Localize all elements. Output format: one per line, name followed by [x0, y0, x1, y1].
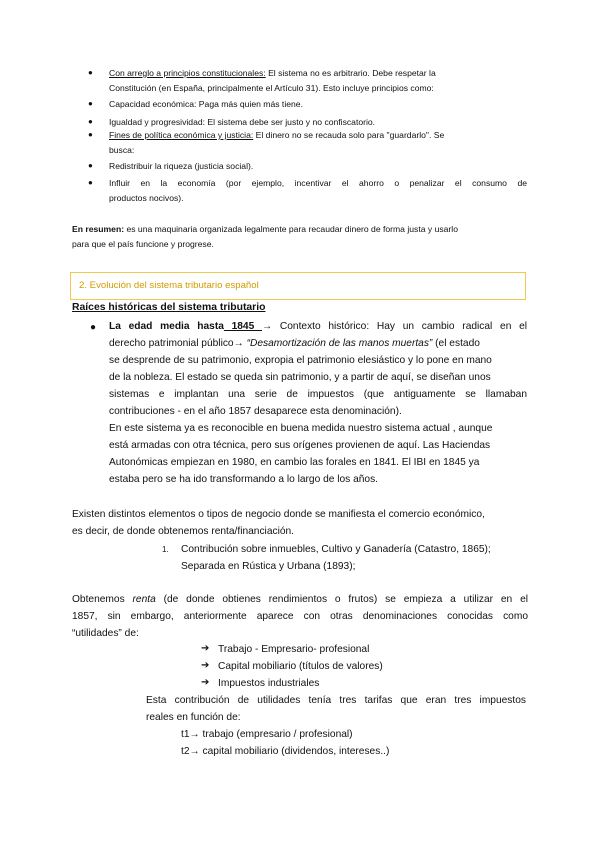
- renta-line-3: “utilidades” de:: [72, 628, 139, 639]
- elements-line-2: es decir, de donde obtenemos renta/financiación.: [72, 526, 295, 537]
- list-item-capacidad: Capacidad económica: Paga más quien más tiene.: [109, 99, 303, 109]
- bullet-dot: ●: [88, 130, 93, 139]
- summary-paragraph: [72, 222, 528, 237]
- numbered-item-line-2: Separada en Rústica y Urbana (1893);: [181, 561, 356, 572]
- renta-text: (de donde obtienes rendimientos o frutos) se empieza a utilizar en el: [155, 594, 528, 605]
- historic-text: Contexto histórico: Hay un cambio radical en el: [272, 321, 528, 332]
- italic-term: renta: [132, 594, 156, 605]
- list-item-line: Constitución (en España, principalmente el Artículo 31). Esto incluye principios como:: [109, 83, 434, 93]
- tarifas-line-1: Esta contribución de utilidades tenía tres tarifas que eran tres impuestos: [146, 695, 526, 706]
- list-item-fines: [109, 128, 527, 143]
- summary-label: En resumen:: [72, 224, 125, 234]
- item-text: El sistema no es arbitrario. Debe respetar la: [265, 68, 436, 78]
- arrow-bullet-icon: ➔: [201, 643, 210, 654]
- historic-line-2: [109, 335, 527, 352]
- bullet-dot: ●: [88, 117, 93, 126]
- utilidad-item: Trabajo - Empresario- profesional: [218, 644, 370, 655]
- historic-line-10: estaba pero se ha ido transformando a lo largo de los años.: [109, 474, 379, 485]
- historic-line-4: de la nobleza. El estado se queda sin patrimonio, y a partir de aquí, se diseñan unos: [109, 372, 491, 383]
- list-item-influir: Influir en la economía (por ejemplo, incentivar el ahorro o penalizar el consumo de: [109, 178, 527, 188]
- bold-label: La edad media hasta: [109, 321, 224, 332]
- historic-line-6: contribuciones - en el año 1857 desaparece esta denominación).: [109, 406, 402, 417]
- historic-line-1: [109, 318, 527, 335]
- summary-text: es una maquinaria organizada legalmente para recaudar dinero de forma justa y usarlo: [124, 224, 458, 234]
- list-item-constitucionales: [109, 66, 527, 81]
- renta-text: Obtenemos: [72, 594, 133, 605]
- underlined-term: Fines de política económica y justicia:: [109, 130, 254, 140]
- tarifas-line-2: reales en función de:: [146, 712, 241, 723]
- bullet-dot: ●: [88, 68, 93, 77]
- arrow-glyph: →: [261, 321, 273, 332]
- utilidad-item: Capital mobiliario (títulos de valores): [218, 661, 383, 672]
- historic-line-7: En este sistema ya es reconocible en buena medida nuestro sistema actual , aunque: [109, 423, 493, 434]
- list-number: 1.: [162, 545, 169, 554]
- list-item-igualdad: Igualdad y progresividad: El sistema debe ser justo y no confiscatorio.: [109, 117, 376, 127]
- tarifa-t2: t2→ capital mobiliario (dividendos, intereses..): [181, 746, 390, 757]
- underlined-term: Con arreglo a principios constitucionales:: [109, 68, 266, 78]
- historic-line-3: se desprende de su patrimonio, expropia el patrimonio elesiástico y lo pone en mano: [109, 355, 492, 366]
- historic-line-9: Autonómicas empiezan en 1980, en cambio las forales en 1841. El IBI en 1845 ya: [109, 457, 480, 468]
- bullet-dot: ●: [88, 99, 93, 108]
- list-item-redistribuir: Redistribuir la riqueza (justicia social).: [109, 161, 254, 171]
- utilidad-item: Impuestos industriales: [218, 678, 320, 689]
- numbered-item-line-1: Contribución sobre inmuebles, Cultivo y Ganadería (Catastro, 1865);: [181, 544, 491, 555]
- renta-line-2: 1857, sin embargo, anteriormente aparece con otras denominaciones conocidas como: [72, 611, 528, 622]
- bullet-dot: ●: [88, 178, 93, 187]
- bullet-dot: ●: [90, 322, 97, 333]
- summary-line: para que el país funcione y progrese.: [72, 239, 214, 249]
- tarifa-t1: t1→ trabajo (empresario / profesional): [181, 729, 353, 740]
- item-text: El dinero no se recauda solo para "guardarlo". Se: [253, 130, 445, 140]
- subheading: Raíces históricas del sistema tributario: [72, 302, 266, 313]
- section-heading: 2. Evolución del sistema tributario español: [79, 280, 259, 291]
- arrow-bullet-icon: ➔: [201, 677, 210, 688]
- historic-text: (el estado: [432, 338, 480, 349]
- elements-line-1: Existen distintos elementos o tipos de negocio donde se manifiesta el comercio económico,: [72, 509, 485, 520]
- list-item-line: productos nocivos).: [109, 193, 184, 203]
- arrow-bullet-icon: ➔: [201, 660, 210, 671]
- bullet-dot: ●: [88, 161, 93, 170]
- historic-line-8: está armadas con otra técnica, pero sus orígenes provienen de aquí. Las Haciendas: [109, 440, 491, 451]
- section-heading-box: [70, 272, 526, 300]
- list-item-line: busca:: [109, 145, 135, 155]
- historic-text: derecho patrimonial público→: [109, 338, 247, 349]
- historic-line-5: sistemas e implantan una serie de impuestos (que antiguamente se llamaban: [109, 389, 527, 400]
- renta-line-1: [72, 591, 528, 608]
- year-label: 1845: [223, 321, 262, 332]
- italic-term: “Desamortización de las manos muertas”: [246, 338, 433, 349]
